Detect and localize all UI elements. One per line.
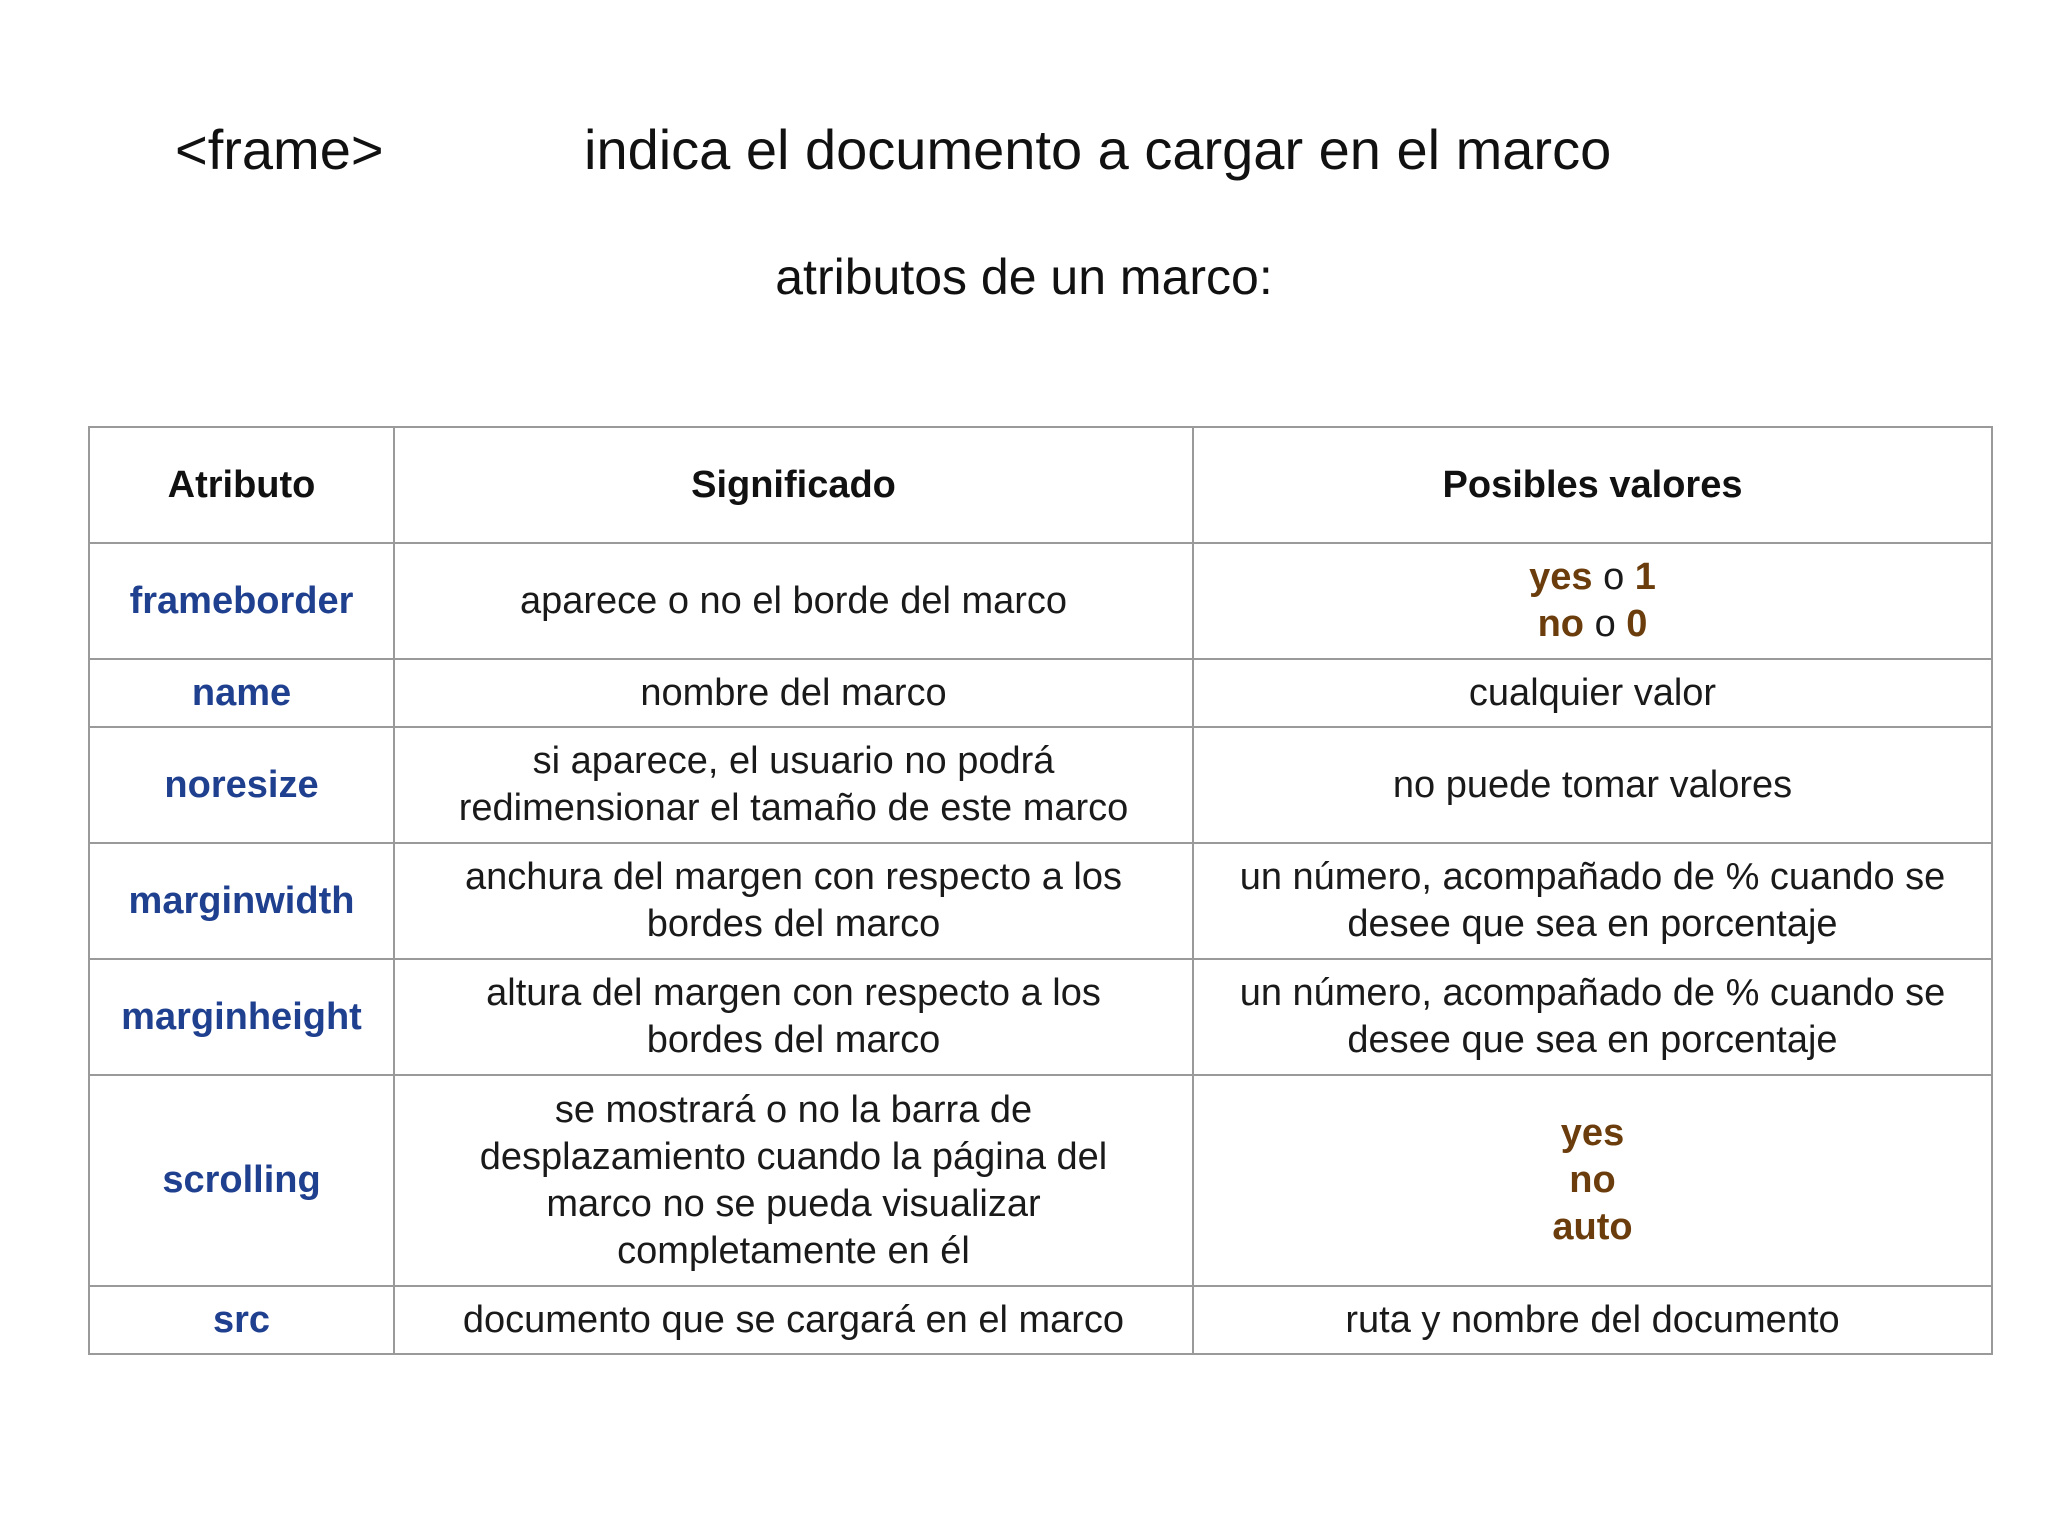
attribute-cell xyxy=(89,959,394,1075)
meaning-cell xyxy=(394,959,1193,1075)
table-row-scrolling xyxy=(89,1075,1992,1286)
values-cell xyxy=(1193,659,1992,727)
meaning-cell xyxy=(394,1286,1193,1354)
value-keyword: 0 xyxy=(1626,603,1648,645)
meaning-line: altura del margen con respecto a los xyxy=(486,972,1101,1014)
attribute-cell xyxy=(89,843,394,959)
values-cell xyxy=(1193,843,1992,959)
attributes-table xyxy=(88,426,1993,1355)
values-text: ruta y nombre del documento xyxy=(1345,1298,1840,1341)
attribute-cell xyxy=(89,543,394,659)
value-keyword: no xyxy=(1537,603,1585,645)
attribute-cell xyxy=(89,659,394,727)
meaning-line: bordes del marco xyxy=(646,1019,941,1061)
values-line: desee que sea en porcentaje xyxy=(1347,903,1838,945)
meaning-line: se mostrará o no la barra de xyxy=(554,1088,1033,1131)
meaning-cell xyxy=(394,727,1193,843)
value-separator: o xyxy=(1594,603,1616,645)
attribute-name: marginwidth xyxy=(128,879,355,922)
meaning-line: aparece o no el borde del marco xyxy=(519,579,1068,622)
table-row-src xyxy=(89,1286,1992,1354)
meaning-cell xyxy=(394,843,1193,959)
values-line xyxy=(1204,554,1981,601)
value-keyword: yes xyxy=(1560,1112,1625,1154)
table-row-name xyxy=(89,659,1992,727)
meaning-line: bordes del marco xyxy=(646,903,941,945)
table-subtitle xyxy=(0,245,2048,309)
values-text: cualquier valor xyxy=(1468,671,1717,714)
value-keyword: no xyxy=(1569,1159,1616,1201)
meaning-line: completamente en él xyxy=(617,1229,970,1272)
values-line: un número, acompañado de % cuando se xyxy=(1239,856,1946,898)
values-cell xyxy=(1193,959,1992,1075)
slide-header xyxy=(0,0,2048,400)
meaning-line: marco no se pueda visualizar xyxy=(546,1182,1041,1225)
meaning-line: redimensionar el tamaño de este marco xyxy=(458,787,1129,829)
meaning-cell xyxy=(394,659,1193,727)
table-header-row xyxy=(89,427,1992,543)
values-line: desee que sea en porcentaje xyxy=(1347,1019,1838,1061)
attribute-name: src xyxy=(212,1298,271,1341)
value-keyword: yes xyxy=(1529,556,1593,598)
attribute-name: name xyxy=(191,671,292,714)
values-cell xyxy=(1193,543,1992,659)
attribute-cell xyxy=(89,1286,394,1354)
attribute-name: frameborder xyxy=(129,579,354,622)
table-row-marginheight xyxy=(89,959,1992,1075)
values-text: no puede tomar valores xyxy=(1392,763,1793,806)
values-cell xyxy=(1193,1286,1992,1354)
frame-tag-label: <frame> xyxy=(175,118,384,181)
column-header-values: Posibles valores xyxy=(1193,427,1992,543)
subtitle-text: atributos de un marco: xyxy=(775,249,1273,305)
attribute-name: scrolling xyxy=(162,1159,321,1201)
table-row-marginwidth xyxy=(89,843,1992,959)
attribute-name: noresize xyxy=(164,763,319,806)
column-header-attribute: Atributo xyxy=(89,427,394,543)
value-keyword: auto xyxy=(1552,1206,1633,1248)
frame-tag-description: indica el documento a cargar en el marco xyxy=(584,118,1612,181)
meaning-line: si aparece, el usuario no podrá xyxy=(532,740,1055,782)
meaning-line: documento que se cargará en el marco xyxy=(462,1298,1125,1341)
attribute-cell xyxy=(89,1075,394,1286)
attribute-name: marginheight xyxy=(121,995,362,1038)
meaning-cell xyxy=(394,1075,1193,1286)
value-keyword: 1 xyxy=(1634,556,1656,598)
meaning-line: anchura del margen con respecto a los xyxy=(465,856,1122,898)
value-separator: o xyxy=(1603,556,1625,598)
values-cell xyxy=(1193,727,1992,843)
meaning-cell xyxy=(394,543,1193,659)
values-cell xyxy=(1193,1075,1992,1286)
meaning-line: desplazamiento cuando la página del xyxy=(479,1135,1108,1178)
attributes-table-container xyxy=(88,426,1991,1355)
values-line: un número, acompañado de % cuando se xyxy=(1239,972,1946,1014)
table-row-noresize xyxy=(89,727,1992,843)
attribute-cell xyxy=(89,727,394,843)
table-row-frameborder xyxy=(89,543,1992,659)
meaning-line: nombre del marco xyxy=(640,671,947,714)
column-header-meaning: Significado xyxy=(394,427,1193,543)
values-line xyxy=(1204,601,1981,648)
